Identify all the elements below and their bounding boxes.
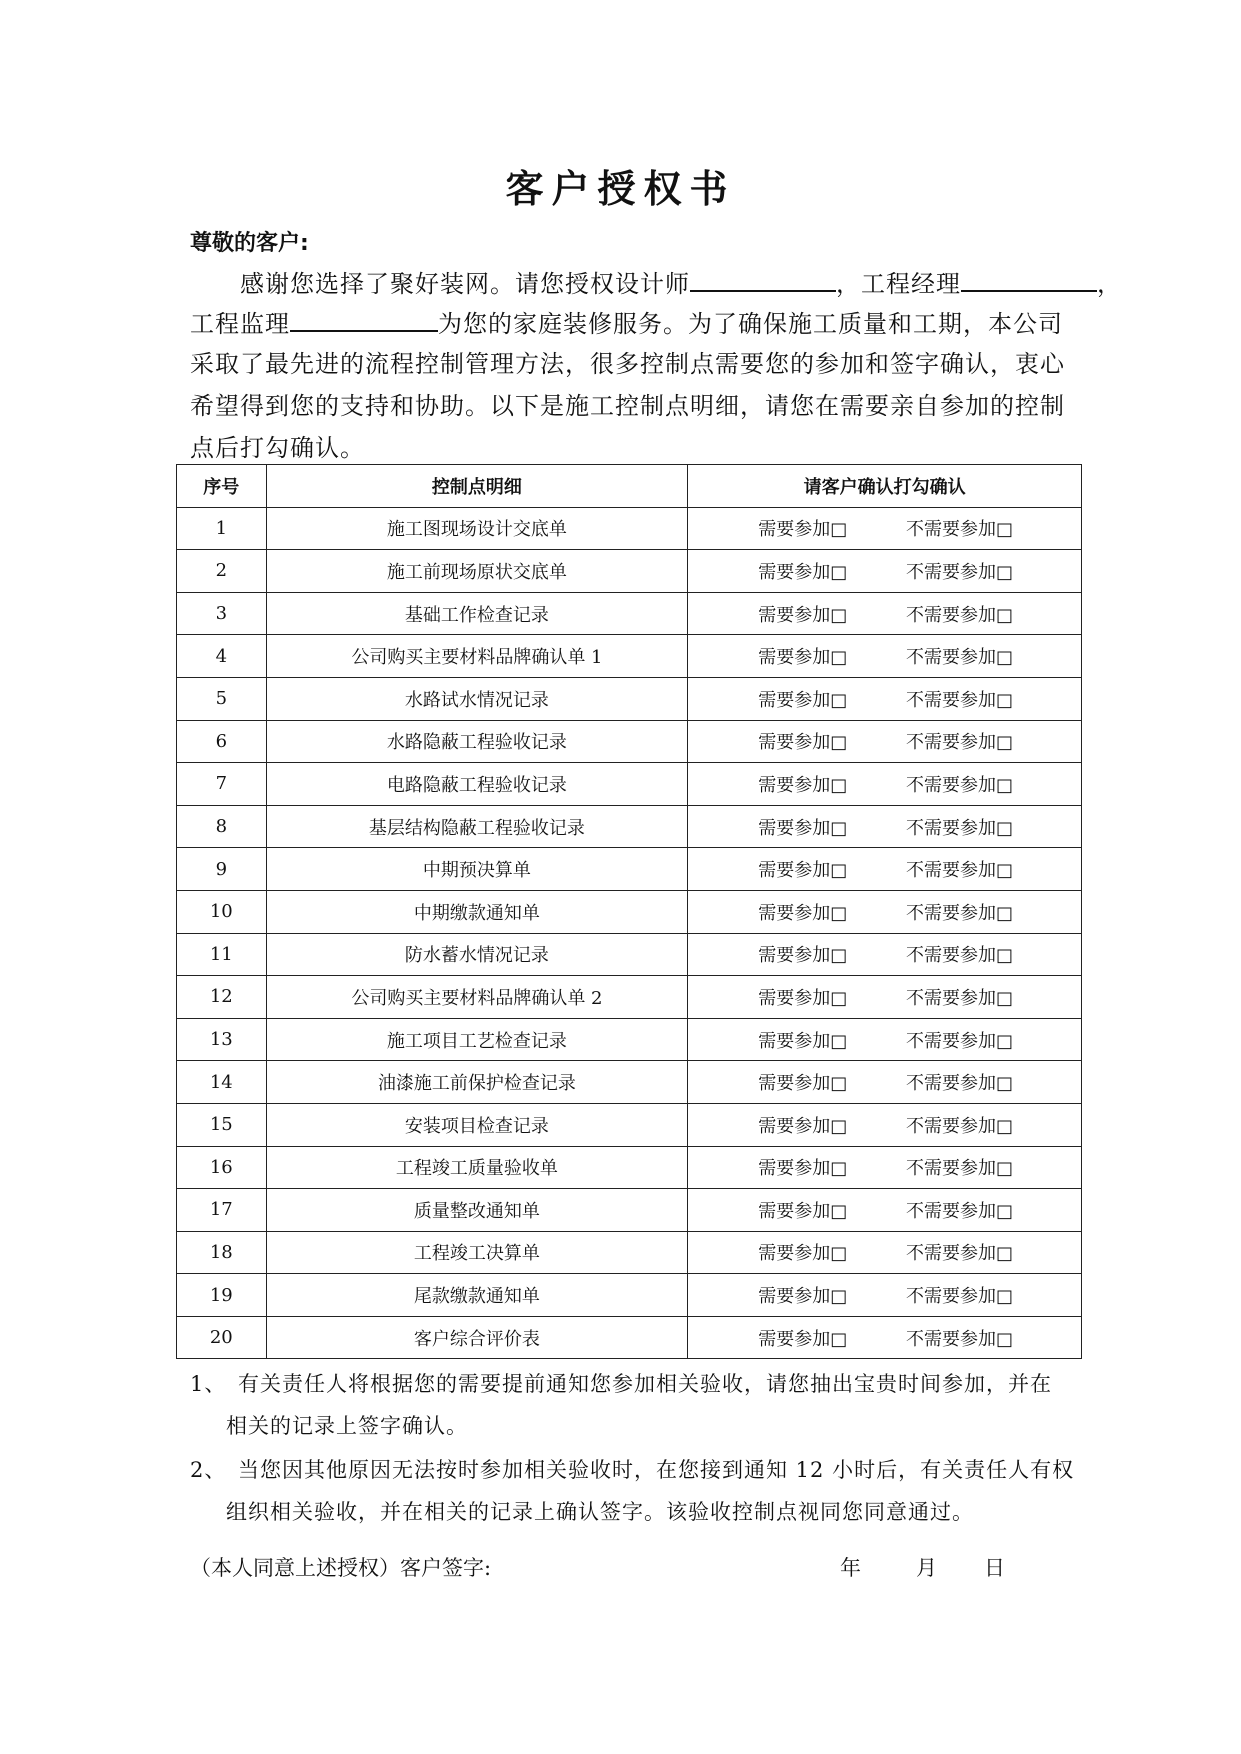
need-attend-checkbox[interactable]: 需要参加□ (758, 1243, 848, 1265)
no-need-attend-checkbox[interactable]: 不需要参加□ (905, 1243, 1013, 1265)
control-point-name: 安装项目检查记录 (266, 1103, 688, 1146)
need-attend-checkbox[interactable]: 需要参加□ (758, 945, 848, 967)
need-attend-checkbox[interactable]: 需要参加□ (758, 774, 848, 796)
confirm-cell (688, 1103, 1082, 1146)
need-attend-checkbox[interactable]: 需要参加□ (758, 1286, 848, 1308)
no-need-attend-checkbox[interactable]: 不需要参加□ (905, 987, 1013, 1009)
row-number: 6 (177, 720, 267, 763)
row-number: 10 (177, 890, 267, 933)
no-need-attend-checkbox[interactable]: 不需要参加□ (905, 1030, 1013, 1052)
confirm-options (688, 1027, 1081, 1053)
row-number: 9 (177, 848, 267, 891)
row-number: 11 (177, 933, 267, 976)
no-need-attend-checkbox[interactable]: 不需要参加□ (905, 1115, 1013, 1137)
no-need-attend-checkbox[interactable]: 不需要参加□ (905, 1328, 1013, 1350)
intro-line-3: 采取了最先进的流程控制管理方法，很多控制点需要您的参加和签字确认，衷心 (190, 350, 1065, 378)
intro-text: ，工程经理 (836, 270, 961, 298)
no-need-attend-checkbox[interactable]: 不需要参加□ (905, 860, 1013, 882)
no-need-attend-checkbox[interactable]: 不需要参加□ (905, 1073, 1013, 1095)
header-confirm: 请客户确认打勾确认 (688, 465, 1082, 508)
confirm-options (688, 686, 1081, 712)
need-attend-checkbox[interactable]: 需要参加□ (758, 647, 848, 669)
intro-text: 感谢您选择了聚好装网。请您授权设计师 (240, 270, 690, 298)
row-number: 7 (177, 763, 267, 806)
intro-line-5: 点后打勾确认。 (190, 434, 365, 462)
control-point-name: 电路隐蔽工程验收记录 (266, 763, 688, 806)
confirm-options (688, 1112, 1081, 1138)
table-row (177, 550, 1082, 593)
row-number: 8 (177, 805, 267, 848)
control-point-name: 质量整改通知单 (266, 1189, 688, 1232)
control-point-name: 公司购买主要材料品牌确认单 1 (266, 635, 688, 678)
confirm-cell (688, 592, 1082, 635)
intro-text: 为您的家庭装修服务。为了确保施工质量和工期，本公司 (438, 310, 1063, 338)
need-attend-checkbox[interactable]: 需要参加□ (758, 1030, 848, 1052)
table-body (177, 507, 1082, 1359)
note-2-num: 2、 (190, 1458, 227, 1482)
no-need-attend-checkbox[interactable]: 不需要参加□ (905, 561, 1013, 583)
row-number: 1 (177, 507, 267, 550)
confirm-cell (688, 805, 1082, 848)
row-number: 3 (177, 592, 267, 635)
note-2-line-2: 组织相关验收，并在相关的记录上确认签字。该验收控制点视同您同意通过。 (226, 1500, 974, 1524)
control-point-name: 水路隐蔽工程验收记录 (266, 720, 688, 763)
control-point-name: 工程竣工决算单 (266, 1231, 688, 1274)
need-attend-checkbox[interactable]: 需要参加□ (758, 689, 848, 711)
need-attend-checkbox[interactable]: 需要参加□ (758, 732, 848, 754)
table-row (177, 848, 1082, 891)
confirm-options (688, 814, 1081, 840)
confirm-options (688, 643, 1081, 669)
confirm-cell (688, 848, 1082, 891)
row-number: 5 (177, 677, 267, 720)
confirm-cell (688, 677, 1082, 720)
confirm-cell (688, 1061, 1082, 1104)
confirm-options (688, 899, 1081, 925)
control-point-name: 油漆施工前保护检查记录 (266, 1061, 688, 1104)
confirm-options (688, 984, 1081, 1010)
control-point-name: 施工图现场设计交底单 (266, 507, 688, 550)
row-number: 17 (177, 1189, 267, 1232)
row-number: 12 (177, 976, 267, 1019)
confirm-options (688, 728, 1081, 754)
table-row (177, 1146, 1082, 1189)
control-point-name: 基层结构隐蔽工程验收记录 (266, 805, 688, 848)
row-number: 4 (177, 635, 267, 678)
table-header-row (177, 465, 1082, 508)
control-point-name: 尾款缴款通知单 (266, 1274, 688, 1317)
confirm-cell (688, 1316, 1082, 1359)
table-row (177, 890, 1082, 933)
control-point-name: 基础工作检查记录 (266, 592, 688, 635)
row-number: 14 (177, 1061, 267, 1104)
table-row (177, 976, 1082, 1019)
row-number: 15 (177, 1103, 267, 1146)
row-number: 2 (177, 550, 267, 593)
signature-day: 日 (984, 1556, 1005, 1580)
table-row (177, 1316, 1082, 1359)
confirm-cell (688, 550, 1082, 593)
no-need-attend-checkbox[interactable]: 不需要参加□ (905, 1158, 1013, 1180)
table-row (177, 592, 1082, 635)
intro-text: ， (1097, 270, 1122, 298)
need-attend-checkbox[interactable]: 需要参加□ (758, 860, 848, 882)
need-attend-checkbox[interactable]: 需要参加□ (758, 1158, 848, 1180)
confirm-cell (688, 1018, 1082, 1061)
need-attend-checkbox[interactable]: 需要参加□ (758, 987, 848, 1009)
table-row (177, 635, 1082, 678)
intro-line-4: 希望得到您的支持和协助。以下是施工控制点明细，请您在需要亲自参加的控制 (190, 392, 1065, 420)
signature-year: 年 (840, 1556, 861, 1580)
confirm-cell (688, 1146, 1082, 1189)
need-attend-checkbox[interactable]: 需要参加□ (758, 604, 848, 626)
salutation: 尊敬的客户: (190, 231, 309, 256)
no-need-attend-checkbox[interactable]: 不需要参加□ (905, 689, 1013, 711)
intro-line-1 (240, 264, 1122, 299)
project-manager-blank[interactable] (961, 268, 1097, 292)
control-point-name: 公司购买主要材料品牌确认单 2 (266, 976, 688, 1019)
need-attend-checkbox[interactable]: 需要参加□ (758, 817, 848, 839)
need-attend-checkbox[interactable]: 需要参加□ (758, 1200, 848, 1222)
header-no: 序号 (177, 465, 267, 508)
table-row (177, 1018, 1082, 1061)
no-need-attend-checkbox[interactable]: 不需要参加□ (905, 519, 1013, 541)
no-need-attend-checkbox[interactable]: 不需要参加□ (905, 732, 1013, 754)
confirm-cell (688, 1189, 1082, 1232)
control-point-name: 防水蓄水情况记录 (266, 933, 688, 976)
note-1-line-1: 有关责任人将根据您的需要提前通知您参加相关验收，请您抽出宝贵时间参加，并在 (238, 1372, 1052, 1396)
control-point-name: 施工项目工艺检查记录 (266, 1018, 688, 1061)
note-1-line-2: 相关的记录上签字确认。 (226, 1414, 468, 1438)
note-1-num: 1、 (190, 1372, 227, 1396)
row-number: 19 (177, 1274, 267, 1317)
signature-month: 月 (916, 1556, 937, 1580)
need-attend-checkbox[interactable]: 需要参加□ (758, 519, 848, 541)
control-points-table (176, 464, 1082, 1359)
signature-label: （本人同意上述授权）客户签字: (190, 1556, 492, 1580)
table-row (177, 720, 1082, 763)
table-row (177, 1061, 1082, 1104)
document-title: 客户授权书 (505, 167, 736, 211)
no-need-attend-checkbox[interactable]: 不需要参加□ (905, 902, 1013, 924)
designer-blank[interactable] (690, 268, 836, 292)
header-item: 控制点明细 (266, 465, 688, 508)
confirm-options (688, 515, 1081, 541)
confirm-options (688, 1325, 1081, 1351)
confirm-cell (688, 976, 1082, 1019)
confirm-options (688, 601, 1081, 627)
no-need-attend-checkbox[interactable]: 不需要参加□ (905, 647, 1013, 669)
table-row (177, 1103, 1082, 1146)
control-point-name: 水路试水情况记录 (266, 677, 688, 720)
need-attend-checkbox[interactable]: 需要参加□ (758, 1328, 848, 1350)
no-need-attend-checkbox[interactable]: 不需要参加□ (905, 1200, 1013, 1222)
control-point-name: 中期预决算单 (266, 848, 688, 891)
confirm-options (688, 1282, 1081, 1308)
intro-text: 工程监理 (190, 310, 290, 338)
supervisor-blank[interactable] (290, 308, 438, 332)
no-need-attend-checkbox[interactable]: 不需要参加□ (905, 1286, 1013, 1308)
table-row (177, 1231, 1082, 1274)
row-number: 16 (177, 1146, 267, 1189)
row-number: 20 (177, 1316, 267, 1359)
table-row (177, 677, 1082, 720)
confirm-options (688, 856, 1081, 882)
row-number: 13 (177, 1018, 267, 1061)
control-point-name: 中期缴款通知单 (266, 890, 688, 933)
no-need-attend-checkbox[interactable]: 不需要参加□ (905, 817, 1013, 839)
note-2-line-1: 当您因其他原因无法按时参加相关验收时，在您接到通知 12 小时后，有关责任人有权 (238, 1458, 1075, 1482)
control-point-name: 客户综合评价表 (266, 1316, 688, 1359)
confirm-options (688, 771, 1081, 797)
confirm-options (688, 1154, 1081, 1180)
confirm-options (688, 1197, 1081, 1223)
table-row (177, 805, 1082, 848)
intro-line-2 (190, 304, 1063, 339)
no-need-attend-checkbox[interactable]: 不需要参加□ (905, 945, 1013, 967)
row-number: 18 (177, 1231, 267, 1274)
confirm-cell (688, 507, 1082, 550)
confirm-options (688, 1239, 1081, 1265)
confirm-cell (688, 763, 1082, 806)
control-point-name: 工程竣工质量验收单 (266, 1146, 688, 1189)
need-attend-checkbox[interactable]: 需要参加□ (758, 1073, 848, 1095)
control-point-name: 施工前现场原状交底单 (266, 550, 688, 593)
table-row (177, 1189, 1082, 1232)
need-attend-checkbox[interactable]: 需要参加□ (758, 902, 848, 924)
table-row (177, 763, 1082, 806)
confirm-cell (688, 933, 1082, 976)
confirm-cell (688, 1274, 1082, 1317)
confirm-options (688, 941, 1081, 967)
table-row (177, 933, 1082, 976)
table-row (177, 1274, 1082, 1317)
confirm-cell (688, 1231, 1082, 1274)
need-attend-checkbox[interactable]: 需要参加□ (758, 561, 848, 583)
need-attend-checkbox[interactable]: 需要参加□ (758, 1115, 848, 1137)
confirm-cell (688, 720, 1082, 763)
confirm-options (688, 558, 1081, 584)
no-need-attend-checkbox[interactable]: 不需要参加□ (905, 774, 1013, 796)
confirm-options (688, 1069, 1081, 1095)
table-row (177, 507, 1082, 550)
confirm-cell (688, 890, 1082, 933)
no-need-attend-checkbox[interactable]: 不需要参加□ (905, 604, 1013, 626)
confirm-cell (688, 635, 1082, 678)
